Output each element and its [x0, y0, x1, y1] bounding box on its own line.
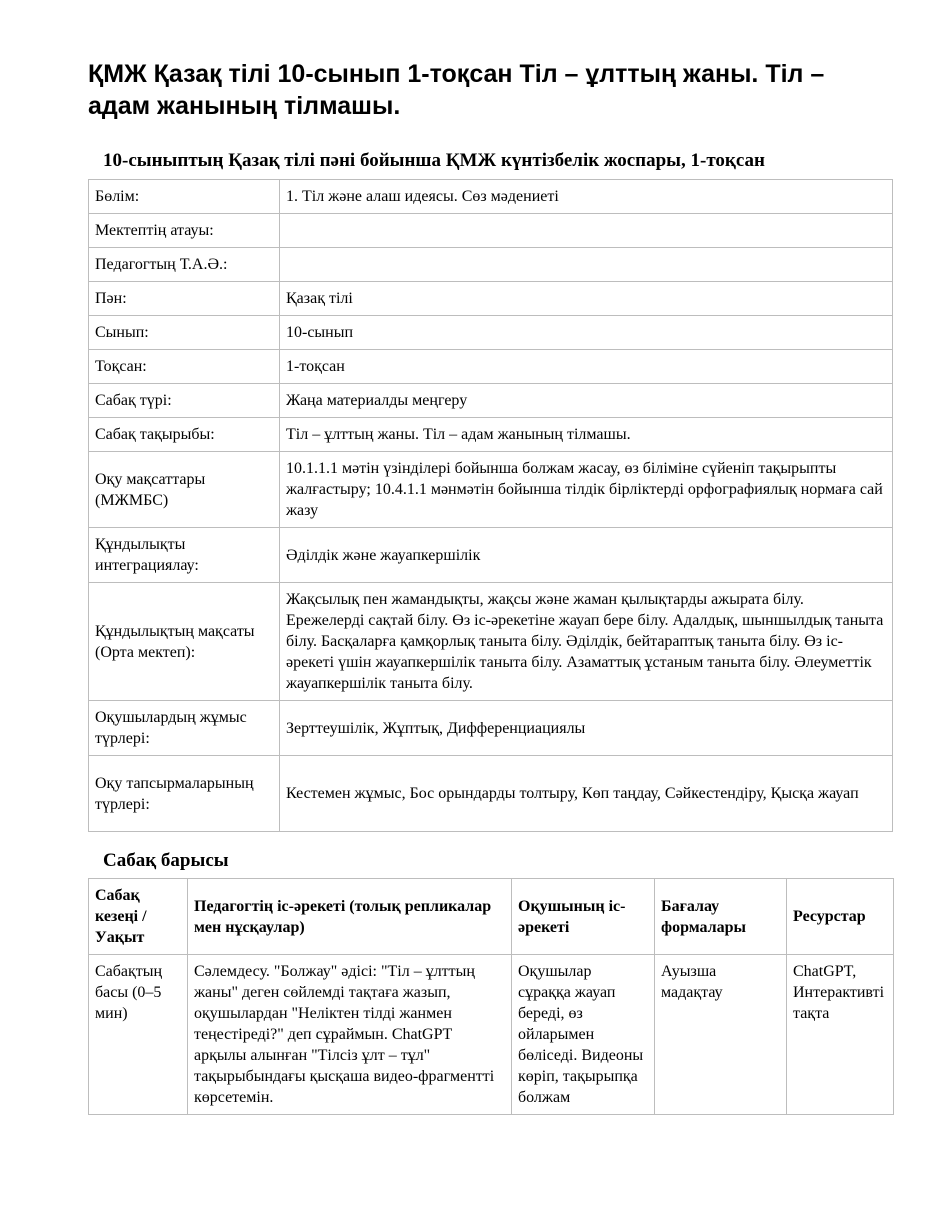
- row-label: Сабақ түрі:: [89, 384, 280, 418]
- cell-student: Оқушылар сұраққа жауап береді, өз ойларымен бөліседі. Видеоны көріп, тақырыпқа болжам: [512, 955, 655, 1115]
- table-row: [89, 528, 893, 583]
- document-title: ҚМЖ Қазақ тілі 10-сынып 1-тоқсан Тіл – ұлттың жаны. Тіл – адам жанының тілмашы.: [88, 60, 825, 120]
- column-header-teacher: Педагогтің іс-әрекеті (толық репликалар мен нұсқаулар): [188, 879, 512, 955]
- cell-teacher: Сәлемдесу. "Болжау" әдісі: "Тіл – ұлттың жаны" деген сөйлемді тақтаға жазып, оқушылардан "Неліктен тілді жанмен теңестіреді?" деп сұраймын. ChatGPT арқылы алынған "Тілсіз ұлт – тұл" тақырыбындағы қысқаша видео-фрагментті көрсетемін.: [188, 955, 512, 1115]
- row-label: Оқу тапсырмаларының түрлері:: [89, 756, 280, 832]
- row-label: Сынып:: [89, 316, 280, 350]
- row-value: 10-сынып: [280, 316, 893, 350]
- lesson-table: [88, 878, 894, 1115]
- row-value: Әділдік және жауапкершілік: [280, 528, 893, 583]
- table-row: [89, 418, 893, 452]
- row-value: 10.1.1.1 мәтін үзінділері бойынша болжам жасау, өз біліміне сүйеніп тақырыпты жалғастыру; 10.4.1.1 мәнмәтін бойынша тілдік бірліктерді орфографиялық нормаға сай жазу: [280, 452, 893, 528]
- document-page: [88, 58, 893, 1115]
- table-row: [89, 955, 894, 1115]
- row-value: [280, 248, 893, 282]
- row-label: Мектептің атауы:: [89, 214, 280, 248]
- row-label: Құндылықтың мақсаты (Орта мектеп):: [89, 583, 280, 701]
- table-row: [89, 350, 893, 384]
- row-value: Тіл – ұлттың жаны. Тіл – адам жанының тілмашы.: [280, 418, 893, 452]
- cell-assessment: Ауызша мадақтау: [655, 955, 787, 1115]
- table-row: [89, 384, 893, 418]
- cell-stage: Сабақтың басы (0–5 мин): [89, 955, 188, 1115]
- row-label: Бөлім:: [89, 180, 280, 214]
- lesson-heading: Сабақ барысы: [103, 850, 229, 871]
- row-label: Құндылықты интеграциялау:: [89, 528, 280, 583]
- row-value: 1-тоқсан: [280, 350, 893, 384]
- row-label: Оқу мақсаттары (МЖМБС): [89, 452, 280, 528]
- table-row: [89, 180, 893, 214]
- column-header-student: Оқушының іс-әрекеті: [512, 879, 655, 955]
- column-header-resources: Ресурстар: [787, 879, 894, 955]
- row-label: Педагогтың Т.А.Ә.:: [89, 248, 280, 282]
- column-header-assessment: Бағалау формалары: [655, 879, 787, 955]
- cell-resources: ChatGPT, Интерактивті тақта: [787, 955, 894, 1115]
- plan-info-table: [88, 179, 893, 832]
- table-header-row: [89, 879, 894, 955]
- table-row: [89, 701, 893, 756]
- row-value: Зерттеушілік, Жұптық, Дифференциациялы: [280, 701, 893, 756]
- row-label: Сабақ тақырыбы:: [89, 418, 280, 452]
- row-label: Тоқсан:: [89, 350, 280, 384]
- table-row: [89, 583, 893, 701]
- table-row: [89, 248, 893, 282]
- row-value: [280, 214, 893, 248]
- column-header-stage: Сабақ кезеңі / Уақыт: [89, 879, 188, 955]
- table-row: [89, 214, 893, 248]
- row-value: 1. Тіл және алаш идеясы. Сөз мәдениеті: [280, 180, 893, 214]
- table-row: [89, 756, 893, 832]
- row-value: Кестемен жұмыс, Бос орындарды толтыру, Көп таңдау, Сәйкестендіру, Қысқа жауап: [280, 756, 893, 832]
- row-value: Жаңа материалды меңгеру: [280, 384, 893, 418]
- row-value: Жақсылық пен жамандықты, жақсы және жаман қылықтарды ажырата білу. Ережелерді сақтай білу. Өз іс-әрекетіне жауап бере білу. Адалдық, шыншылдық таныта білу. Басқаларға қамқорлық таныта білу. Әділдік, бейтараптық таныта білу. Өз іс-әрекеті үшін жауапкершілік таныта білу. Азаматтық ұстаным таныта білу. Әлеуметтік жауапкершілік таныта білу.: [280, 583, 893, 701]
- table-row: [89, 452, 893, 528]
- plan-heading: 10-сыныптың Қазақ тілі пәні бойынша ҚМЖ күнтізбелік жоспары, 1-тоқсан: [103, 150, 765, 171]
- row-value: Қазақ тілі: [280, 282, 893, 316]
- row-label: Оқушылардың жұмыс түрлері:: [89, 701, 280, 756]
- table-row: [89, 282, 893, 316]
- row-label: Пән:: [89, 282, 280, 316]
- table-row: [89, 316, 893, 350]
